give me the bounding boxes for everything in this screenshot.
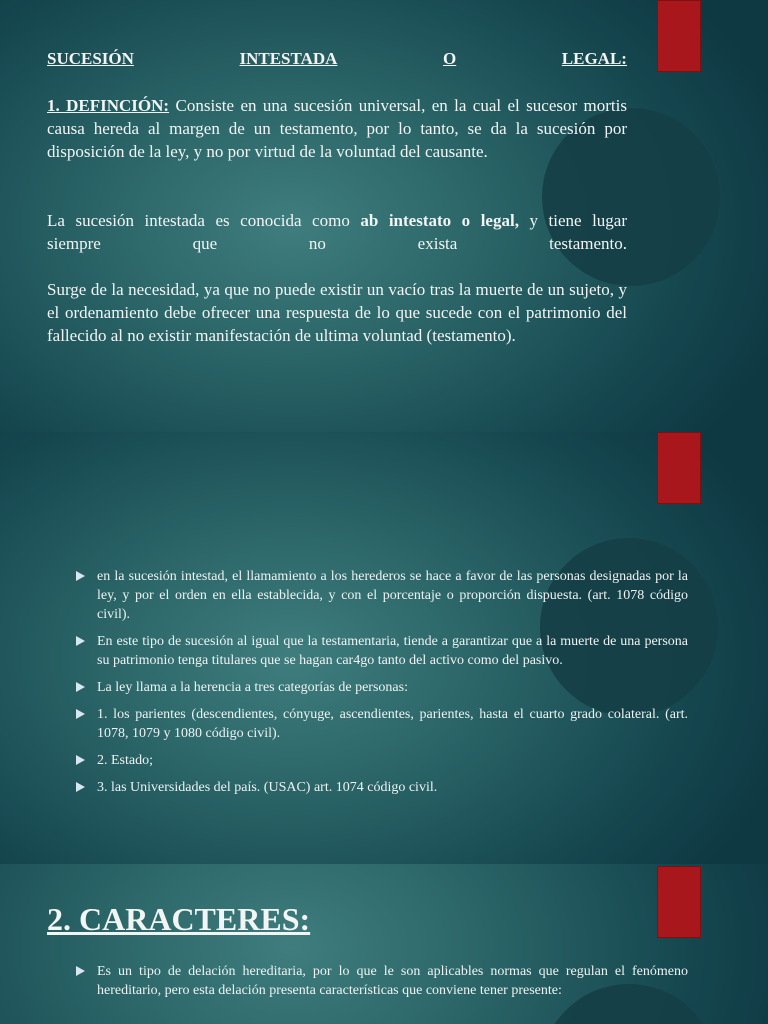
red-bar-decoration: [657, 432, 701, 504]
list-item: [76, 778, 688, 797]
word: siempre: [47, 234, 101, 253]
triangle-bullet-icon: [76, 682, 85, 692]
ab-intestato-line-2: [47, 232, 627, 255]
triangle-bullet-icon: [76, 966, 85, 976]
slide-2: [0, 432, 768, 864]
text-fragment: y tiene lugar: [518, 211, 627, 230]
list-item-text: en la sucesión intestad, el llamamiento a los herederos se hace a favor de las personas designadas por la ley, y por el orden en ella establecida, y con el porcentaje o proporción dispuesta. (art. 1078 código civil).: [97, 569, 688, 622]
list-item: [76, 632, 688, 670]
list-item: [76, 567, 688, 624]
slide-1: [0, 0, 768, 432]
title-word: SUCESIÓN: [47, 49, 134, 68]
title-word: LEGAL:: [561, 49, 627, 68]
red-bar-decoration: [657, 866, 701, 938]
title-word: O: [442, 49, 457, 68]
slide-title: [47, 47, 627, 70]
word: testamento.: [549, 234, 627, 253]
list-item: [76, 751, 688, 770]
text-fragment: La sucesión intestada es conocida como: [47, 211, 361, 230]
triangle-bullet-icon: [76, 755, 85, 765]
list-item: [76, 962, 688, 1000]
list-item-text: La ley llama a la herencia a tres categorías de personas:: [97, 680, 408, 695]
list-item-text: En este tipo de sucesión al igual que la testamentaria, tiende a garantizar que a la muerte de una persona su patrimonio tenga titulares que se hagan car4go tanto del activo como del pasivo.: [97, 634, 688, 668]
definition-paragraph: [47, 94, 627, 163]
triangle-bullet-icon: [76, 571, 85, 581]
triangle-bullet-icon: [76, 709, 85, 719]
section-heading: 2. CARACTERES:: [47, 901, 311, 937]
list-item-text: 2. Estado;: [97, 753, 153, 768]
ab-intestato-line: [47, 209, 627, 232]
bullet-list: [76, 567, 688, 805]
list-item-text: 1. los parientes (descendientes, cónyuge, ascendientes, parientes, hasta el cuarto grado colateral. (art. 1078, 1079 y 1080 código civil).: [97, 707, 688, 741]
definition-heading: 1. DEFINCIÓN:: [47, 96, 170, 115]
triangle-bullet-icon: [76, 636, 85, 646]
definition-text: Consiste en una sucesión universal, en la cual el sucesor mortis causa hereda al margen de un testamento, por lo tanto, se da la sucesión por disposición de la ley, y no por virtud de la voluntad del causante.: [47, 96, 627, 161]
bold-term: ab intestato o legal,: [360, 211, 519, 230]
word: no: [308, 234, 326, 253]
triangle-bullet-icon: [76, 782, 85, 792]
word: que: [192, 234, 218, 253]
slide-3: [0, 864, 768, 1024]
title-word: INTESTADA: [239, 49, 338, 68]
necessity-paragraph: Surge de la necesidad, ya que no puede existir un vacío tras la muerte de un sujeto, y el ordenamiento debe ofrecer una respuesta de lo que sucede con el patrimonio del fallecido al no existir manifestación de ultima voluntad (testamento).: [47, 280, 627, 345]
word: exista: [417, 234, 458, 253]
list-item-text: Es un tipo de delación hereditaria, por lo que le son aplicables normas que regulan el fenómeno hereditario, pero esta delación presenta características que conviene tener presente:: [97, 964, 688, 998]
red-bar-decoration: [657, 0, 701, 72]
list-item: [76, 705, 688, 743]
list-item: [76, 678, 688, 697]
list-item-text: 3. las Universidades del país. (USAC) art. 1074 código civil.: [97, 780, 438, 795]
bullet-list: [76, 962, 688, 1008]
